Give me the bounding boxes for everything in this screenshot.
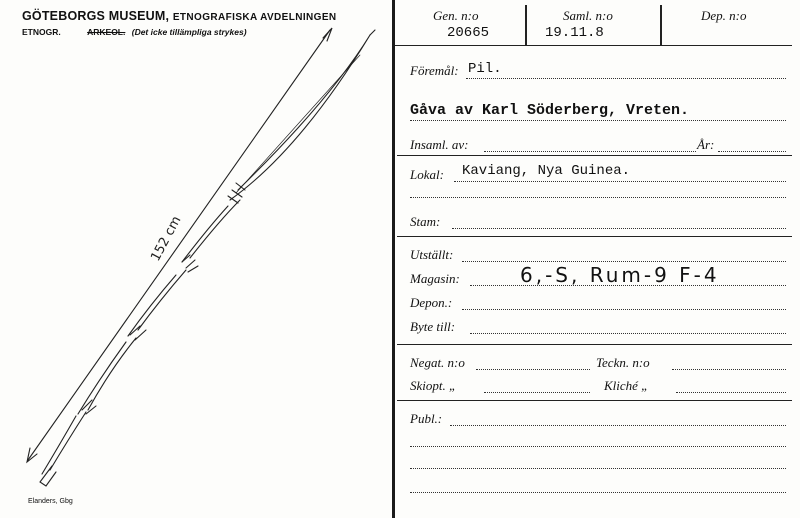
struck-word: ARKEOL. — [87, 27, 126, 37]
teckn-label: Teckn. n:o — [596, 355, 650, 370]
section-rule — [397, 236, 792, 237]
foremal-label: Föremål: — [410, 63, 459, 78]
saml-value: 19.11.8 — [545, 25, 604, 41]
dimension-line — [28, 30, 330, 460]
ar-label: År: — [697, 137, 715, 152]
stam-label: Stam: — [410, 214, 441, 229]
dep-label: Dep. n:o — [701, 8, 747, 23]
saml-label: Saml. n:o — [563, 8, 613, 23]
card-divider — [392, 0, 395, 518]
section-rule — [397, 400, 792, 401]
publ-label: Publ.: — [410, 411, 443, 426]
arrowhead-outline — [230, 35, 370, 200]
magasin-value: 6,-S, Rum-9 F-4 — [520, 263, 720, 287]
gen-label: Gen. n:o — [433, 8, 479, 23]
length-annotation: 152 cm — [148, 213, 185, 264]
printer-name: Elanders, Gbg — [28, 498, 73, 505]
museum-name: GÖTEBORGS MUSEUM, — [22, 9, 170, 23]
arrow-sketch — [0, 0, 392, 518]
skiopt-label: Skiopt. „ — [410, 378, 457, 393]
shaft-end — [40, 466, 56, 486]
gen-value: 20665 — [447, 25, 490, 41]
section-rule — [397, 155, 792, 156]
depon-label: Depon.: — [410, 295, 453, 310]
number-fields — [395, 5, 792, 46]
byte-label: Byte till: — [410, 319, 456, 334]
kliche-label: Kliché „ — [604, 378, 649, 393]
strike-note: (Det icke tillämpliga strykes) — [131, 27, 247, 37]
negat-label: Negat. n:o — [410, 355, 465, 370]
lokal-value: Kaviang, Nya Guinea. — [462, 163, 631, 179]
insaml-label: Insaml. av: — [410, 137, 469, 152]
foremal-value: Pil. — [468, 61, 502, 77]
section-rule — [397, 344, 792, 345]
lokal-label: Lokal: — [410, 167, 444, 182]
utstallt-label: Utställt: — [410, 247, 454, 262]
magasin-label: Magasin: — [410, 271, 460, 286]
department-name: ETNOGRAFISKA AVDELNINGEN — [172, 12, 337, 23]
donation-text: Gåva av Karl Söderberg, Vreten. — [410, 102, 690, 119]
dept-code: ETNOGR. — [22, 27, 61, 37]
